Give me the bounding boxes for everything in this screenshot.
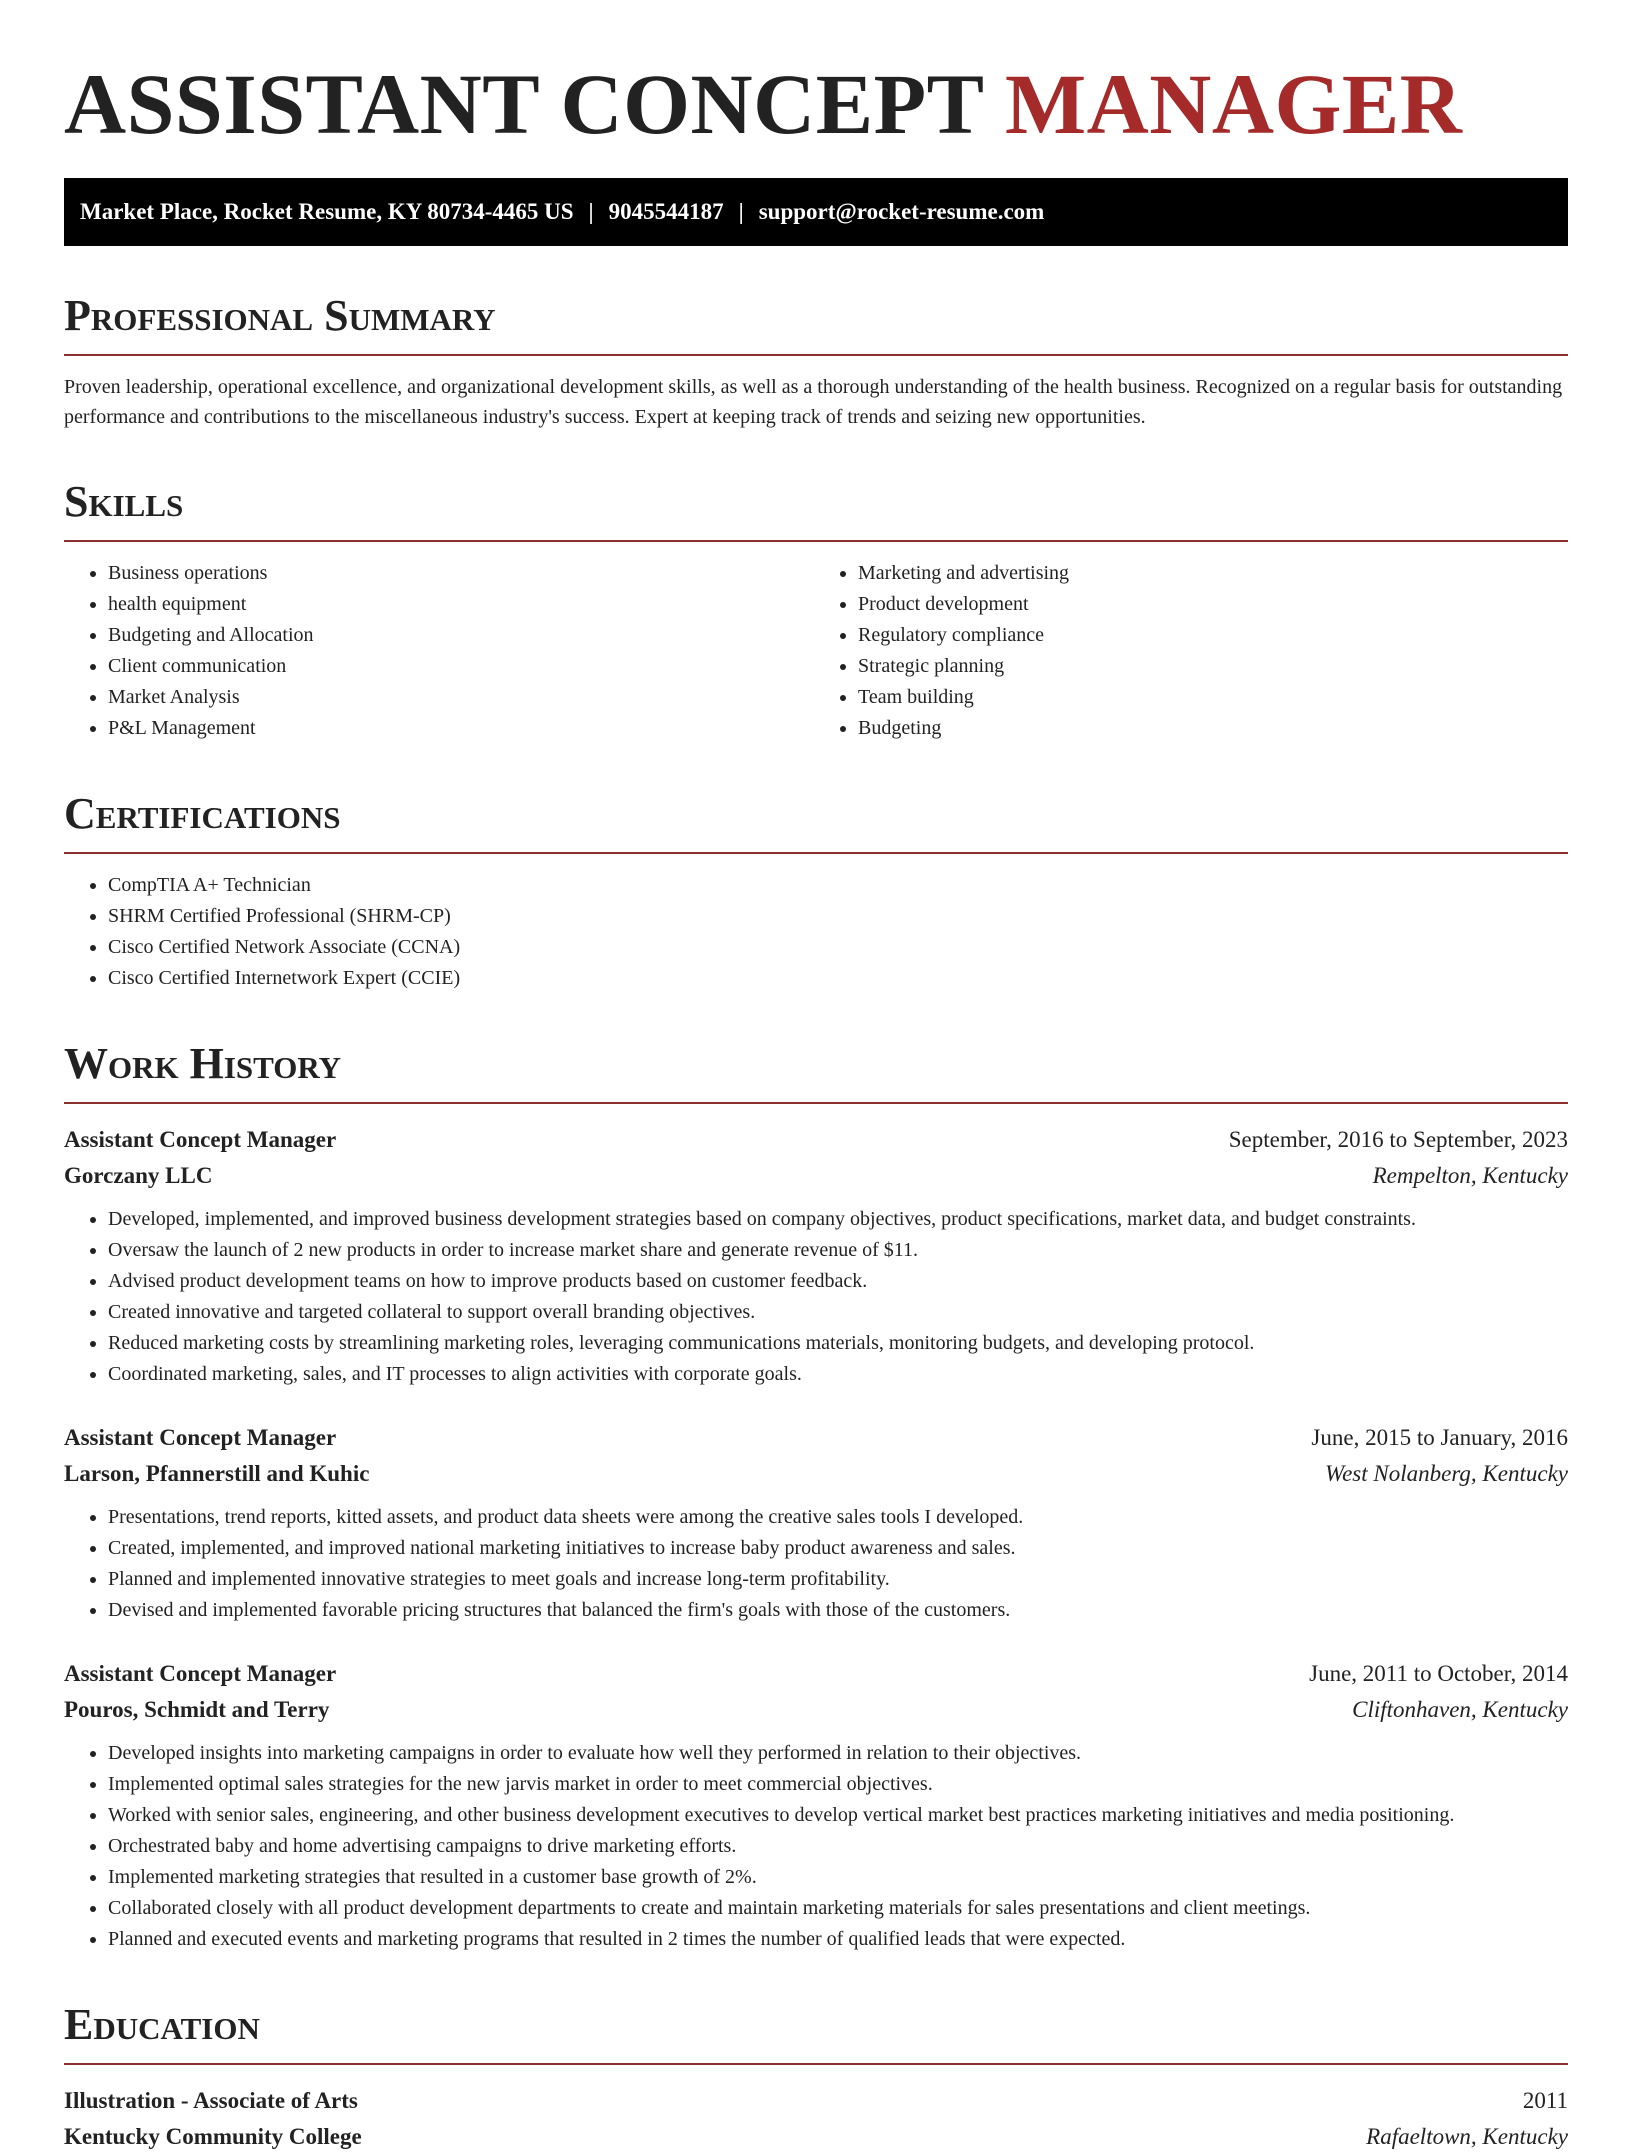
resume-name xyxy=(64,52,1568,156)
job-bullet: • Collaborated closely with all product development departments to create and maintain marketing materials for sales presentations and client meetings. xyxy=(108,1893,1568,1924)
contact-address: Market Place, Rocket Resume, KY 80734-4465 US xyxy=(80,199,574,224)
skill-item: • Regulatory compliance xyxy=(858,620,1568,651)
education-school-row xyxy=(64,2119,1568,2155)
job-bullet: • Implemented optimal sales strategies for the new jarvis market in order to meet commercial objectives. xyxy=(108,1769,1568,1800)
skill-item: • Budgeting and Allocation xyxy=(108,620,818,651)
skill-item: • Market Analysis xyxy=(108,682,818,713)
job-location: Cliftonhaven, Kentucky xyxy=(1352,1697,1568,1722)
skill-item: • Product development xyxy=(858,589,1568,620)
job-header-row xyxy=(64,1420,1568,1456)
job-location: Rempelton, Kentucky xyxy=(1372,1163,1568,1188)
job-dates: June, 2015 to January, 2016 xyxy=(1311,1425,1568,1450)
certification-item: • Cisco Certified Network Associate (CCNA) xyxy=(108,932,1568,963)
certification-item: • CompTIA A+ Technician xyxy=(108,870,1568,901)
job-bullet: • Reduced marketing costs by streamlining marketing roles, leveraging communications materials, monitoring budgets, and developing protocol. xyxy=(108,1328,1568,1359)
name-part-1: ASSISTANT CONCEPT xyxy=(64,56,983,152)
job-bullet: • Worked with senior sales, engineering, and other business development executives to develop vertical market best practices marketing initiatives and media positioning. xyxy=(108,1800,1568,1831)
job-bullet: • Created, implemented, and improved national marketing initiatives to increase baby product awareness and sales. xyxy=(108,1533,1568,1564)
certifications-heading: Certifications xyxy=(64,788,1568,854)
contact-email: support@rocket-resume.com xyxy=(758,199,1045,224)
contact-bar xyxy=(64,178,1568,246)
job-company-row xyxy=(64,1456,1568,1492)
job-header-row xyxy=(64,1656,1568,1692)
job-bullet: • Implemented marketing strategies that resulted in a customer base growth of 2%. xyxy=(108,1862,1568,1893)
summary-section xyxy=(64,290,1568,432)
skill-item: • Business operations xyxy=(108,558,818,589)
job-bullet: • Advised product development teams on how to improve products based on customer feedback. xyxy=(108,1266,1568,1297)
job-bullets xyxy=(64,1502,1568,1626)
education-header-row xyxy=(64,2083,1568,2119)
certifications-list xyxy=(64,870,1568,994)
skill-item: • Client communication xyxy=(108,651,818,682)
job-title: Assistant Concept Manager xyxy=(64,1661,337,1686)
job-bullet: • Developed insights into marketing campaigns in order to evaluate how well they performed in relation to their objectives. xyxy=(108,1738,1568,1769)
contact-separator: | xyxy=(738,199,744,224)
job-title: Assistant Concept Manager xyxy=(64,1425,337,1450)
certifications-section xyxy=(64,788,1568,994)
job-company: Gorczany LLC xyxy=(64,1163,213,1188)
job-bullet: • Coordinated marketing, sales, and IT processes to align activities with corporate goals. xyxy=(108,1359,1568,1390)
job-company: Larson, Pfannerstill and Kuhic xyxy=(64,1461,370,1486)
job-company-row xyxy=(64,1692,1568,1728)
contact-phone: 9045544187 xyxy=(608,199,724,224)
skill-item: • Marketing and advertising xyxy=(858,558,1568,589)
job-dates: June, 2011 to October, 2014 xyxy=(1309,1661,1568,1686)
job-location: West Nolanberg, Kentucky xyxy=(1325,1461,1568,1486)
education-year: 2011 xyxy=(1522,2088,1568,2113)
summary-heading: Professional Summary xyxy=(64,290,1568,356)
job-bullets xyxy=(64,1738,1568,1955)
job-bullet: • Planned and executed events and marketing programs that resulted in 2 times the number of qualified leads that were expected. xyxy=(108,1924,1568,1955)
certification-item: • Cisco Certified Internetwork Expert (CCIE) xyxy=(108,963,1568,994)
skill-item: • health equipment xyxy=(108,589,818,620)
skill-item: • P&L Management xyxy=(108,713,818,744)
job-entry xyxy=(64,1420,1568,1626)
certification-item: • SHRM Certified Professional (SHRM-CP) xyxy=(108,901,1568,932)
job-bullet: • Presentations, trend reports, kitted assets, and product data sheets were among the creative sales tools I developed. xyxy=(108,1502,1568,1533)
skill-item: • Team building xyxy=(858,682,1568,713)
job-bullet: • Created innovative and targeted collateral to support overall branding objectives. xyxy=(108,1297,1568,1328)
job-title: Assistant Concept Manager xyxy=(64,1127,337,1152)
job-company-row xyxy=(64,1158,1568,1194)
education-entry xyxy=(64,2083,1568,2155)
job-bullet: • Orchestrated baby and home advertising campaigns to drive marketing efforts. xyxy=(108,1831,1568,1862)
contact-separator: | xyxy=(588,199,594,224)
job-entry xyxy=(64,1122,1568,1390)
job-header-row xyxy=(64,1122,1568,1158)
skills-list-left xyxy=(64,558,818,744)
skills-heading: Skills xyxy=(64,476,1568,542)
job-entry xyxy=(64,1656,1568,1955)
skills-list-right xyxy=(818,558,1568,744)
summary-text: Proven leadership, operational excellence, and organizational development skills, as well as a thorough understanding of the health business. Recognized on a regular basis for outstanding performance and contributions to the miscellaneous industry's success. Expert at keeping track of trends and seizing new opportunities. xyxy=(64,376,1563,428)
job-company: Pouros, Schmidt and Terry xyxy=(64,1697,330,1722)
skill-item: • Strategic planning xyxy=(858,651,1568,682)
education-school: Kentucky Community College xyxy=(64,2124,362,2149)
job-dates: September, 2016 to September, 2023 xyxy=(1228,1127,1568,1152)
work-history-section xyxy=(64,1038,1568,1955)
name-part-2-accent: MANAGER xyxy=(1004,56,1463,152)
education-section xyxy=(64,1999,1568,2155)
skills-grid xyxy=(64,558,1568,744)
job-bullet: • Developed, implemented, and improved business development strategies based on company objectives, product specifications, market data, and budget constraints. xyxy=(108,1204,1568,1235)
job-bullets xyxy=(64,1204,1568,1390)
education-heading: Education xyxy=(64,1999,1568,2065)
skills-section xyxy=(64,476,1568,744)
job-bullet: • Planned and implemented innovative strategies to meet goals and increase long-term profitability. xyxy=(108,1564,1568,1595)
education-degree: Illustration - Associate of Arts xyxy=(64,2088,358,2113)
job-bullet: • Oversaw the launch of 2 new products in order to increase market share and generate revenue of $11. xyxy=(108,1235,1568,1266)
skill-item: • Budgeting xyxy=(858,713,1568,744)
work-history-heading: Work History xyxy=(64,1038,1568,1104)
education-location: Rafaeltown, Kentucky xyxy=(1366,2124,1568,2149)
job-bullet: • Devised and implemented favorable pricing structures that balanced the firm's goals with those of the customers. xyxy=(108,1595,1568,1626)
